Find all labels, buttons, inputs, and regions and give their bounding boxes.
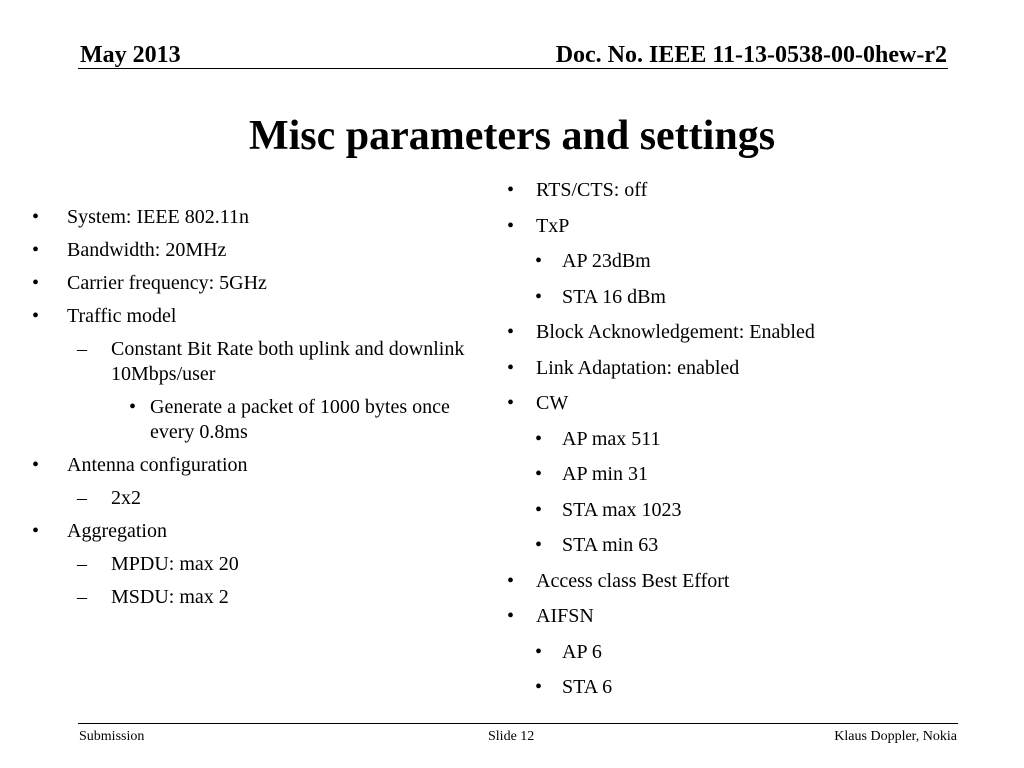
bullet-item-level-2 <box>30 337 470 387</box>
bullet-marker-icon: • <box>129 396 137 418</box>
bullet-item-level-1 <box>505 214 945 239</box>
bullet-item-level-1 <box>30 238 470 263</box>
bullet-item-level-2 <box>505 249 945 274</box>
bullet-marker-icon: • <box>32 272 40 294</box>
bullet-text: AIFSN <box>536 605 594 627</box>
bullet-text: Bandwidth: 20MHz <box>67 239 227 261</box>
bullet-text: STA 16 dBm <box>562 285 666 308</box>
bullet-marker-icon: • <box>535 250 543 272</box>
bullet-text: Link Adaptation: enabled <box>536 356 740 379</box>
bullet-item-level-2 <box>505 462 945 487</box>
bullet-text: Traffic model <box>67 305 177 327</box>
bullet-item-level-1 <box>30 205 470 230</box>
bullet-text: STA min 63 <box>562 534 659 556</box>
bullet-item-level-1 <box>30 271 470 296</box>
bullet-text: Block Acknowledgement: Enabled <box>536 321 815 343</box>
slide-title: Misc parameters and settings <box>248 113 776 159</box>
bullet-marker-icon: • <box>535 534 543 556</box>
bullet-marker-icon: • <box>32 520 40 542</box>
bullet-text: AP min 31 <box>562 463 648 485</box>
footer-slide-number: Slide 12 <box>488 729 535 744</box>
bullet-marker-icon: • <box>32 239 40 261</box>
bullet-marker-icon: • <box>32 305 40 327</box>
bullet-marker-icon: • <box>507 214 515 237</box>
bullet-item-level-2 <box>30 552 470 577</box>
right-bullet-list <box>505 178 945 711</box>
header-doc-number: Doc. No. IEEE 11-13-0538-00-0hew-r2 <box>555 42 947 68</box>
bullet-marker-icon: • <box>535 463 543 485</box>
bullet-item-level-1 <box>505 178 945 203</box>
bullet-marker-icon: • <box>507 605 515 627</box>
bullet-text: AP max 511 <box>562 427 661 450</box>
bullet-item-level-1 <box>30 453 470 478</box>
dash-marker-icon: – <box>77 553 87 575</box>
bullet-marker-icon: • <box>507 356 515 379</box>
bullet-text: Access class Best Effort <box>536 569 730 592</box>
bullet-item-level-2 <box>505 427 945 452</box>
bullet-item-level-1 <box>505 356 945 381</box>
bullet-marker-icon: • <box>535 285 543 308</box>
bullet-text: 2x2 <box>111 487 141 509</box>
bullet-text: STA max 1023 <box>562 498 682 521</box>
bullet-item-level-1 <box>505 569 945 594</box>
bullet-text: Aggregation <box>67 520 167 542</box>
bullet-item-level-1 <box>505 391 945 416</box>
bullet-text: MPDU: max 20 <box>111 553 239 575</box>
bullet-text: TxP <box>536 214 570 237</box>
bullet-item-level-2 <box>505 498 945 523</box>
bullet-item-level-2 <box>30 486 470 511</box>
bullet-marker-icon: • <box>535 427 543 450</box>
bullet-item-level-2 <box>505 285 945 310</box>
footer-divider <box>78 723 958 724</box>
bullet-text: RTS/CTS: off <box>536 179 648 201</box>
bullet-item-level-2 <box>505 533 945 558</box>
bullet-item-level-1 <box>505 604 945 629</box>
bullet-item-level-1 <box>30 304 470 329</box>
header-date: May 2013 <box>80 42 181 68</box>
dash-marker-icon: – <box>77 586 87 608</box>
bullet-text: AP 6 <box>562 640 602 663</box>
bullet-text: AP 23dBm <box>562 250 651 272</box>
left-bullet-list <box>30 205 470 618</box>
bullet-text: Antenna configuration <box>67 454 248 476</box>
dash-marker-icon: – <box>77 487 87 509</box>
bullet-text: STA 6 <box>562 676 613 698</box>
bullet-text: System: IEEE 802.11n <box>67 206 250 228</box>
footer-submission: Submission <box>79 729 145 744</box>
bullet-marker-icon: • <box>32 454 40 476</box>
bullet-marker-icon: • <box>32 206 40 228</box>
bullet-text: MSDU: max 2 <box>111 586 229 608</box>
bullet-marker-icon: • <box>507 569 515 592</box>
bullet-marker-icon: • <box>535 676 543 698</box>
bullet-item-level-2 <box>30 585 470 610</box>
bullet-item-level-1 <box>30 519 470 544</box>
bullet-marker-icon: • <box>507 321 515 343</box>
bullet-marker-icon: • <box>535 640 543 663</box>
dash-marker-icon: – <box>77 338 87 360</box>
bullet-marker-icon: • <box>535 498 543 521</box>
footer-author: Klaus Doppler, Nokia <box>834 729 957 744</box>
bullet-text: Generate a packet of 1000 bytes once every 0.8ms <box>150 396 450 443</box>
bullet-item-level-2 <box>505 675 945 700</box>
bullet-item-level-2 <box>505 640 945 665</box>
bullet-text: CW <box>536 392 569 414</box>
bullet-marker-icon: • <box>507 392 515 414</box>
bullet-text: Constant Bit Rate both uplink and downlink 10Mbps/user <box>111 338 465 385</box>
bullet-item-level-1 <box>505 320 945 345</box>
bullet-marker-icon: • <box>507 179 515 201</box>
bullet-item-level-3 <box>30 395 470 445</box>
bullet-text: Carrier frequency: 5GHz <box>67 272 267 294</box>
header-divider <box>78 68 948 69</box>
